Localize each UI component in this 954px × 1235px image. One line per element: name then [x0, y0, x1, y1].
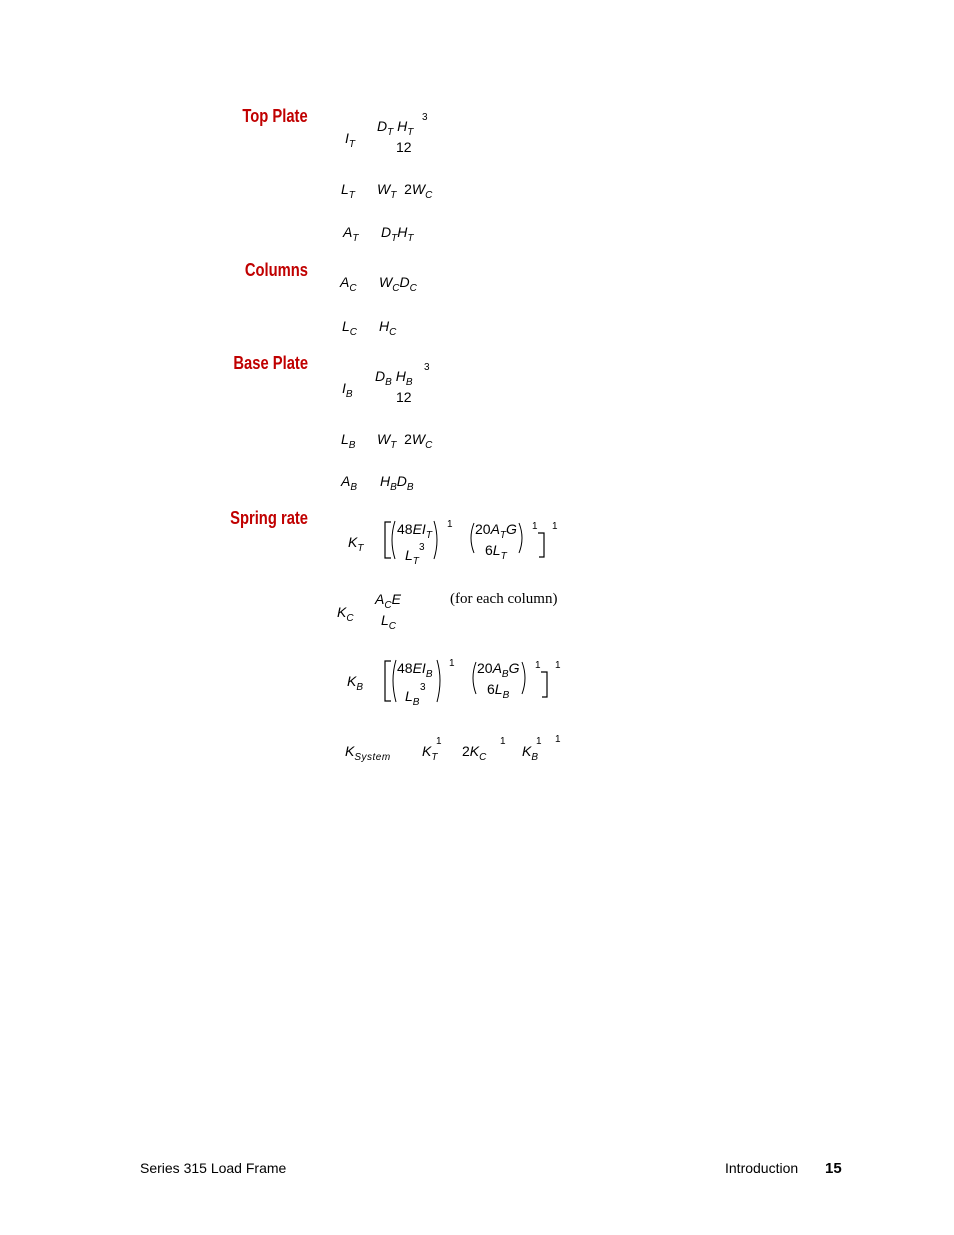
- eq-ib-exponent: 3: [424, 362, 430, 373]
- eq-lc-lhs: $L_C$: [342, 318, 358, 338]
- eq-kt-6: 6: [485, 542, 493, 558]
- eq-ab-lhs: $A_B$: [341, 473, 358, 493]
- eq-ksystem-lhs: $K_{System}$: [345, 743, 391, 763]
- eq-ksystem-kt: $K_T$: [422, 743, 438, 763]
- eq-kb-cube: 3: [420, 682, 426, 693]
- eq-it-exponent: 3: [422, 112, 428, 123]
- eq-ib-lhs: $I_B$: [342, 380, 353, 400]
- eq-lt-lhs: $L_T$: [341, 181, 355, 201]
- eq-kt-48: 48: [397, 521, 413, 537]
- eq-kt-cube: 3: [419, 542, 425, 553]
- eq-ac-rhs: $W_CD_C$: [379, 274, 417, 294]
- eq-ksystem-kb: $K_B$: [522, 743, 539, 763]
- eq-kb-20: 20: [477, 660, 493, 676]
- eq-ksystem-exp3: 1: [536, 736, 542, 747]
- eq-kb-bend-denominator: $L_B$: [405, 688, 420, 708]
- footer-document-title: Series 315 Load Frame: [140, 1160, 287, 1176]
- eq-it-numerator: $D_T$ $H_T$: [377, 118, 414, 138]
- eq-lb-lhs: $L_B$: [341, 431, 356, 451]
- eq-ksystem-exp2: 1: [500, 736, 506, 747]
- eq-ib-denominator: 12: [396, 389, 412, 405]
- eq-kb-exp3: 1: [555, 660, 561, 671]
- eq-kt-bend-numerator: $48EI_T$: [397, 521, 432, 541]
- footer-section-name: Introduction: [725, 1160, 799, 1176]
- eq-lb-rhs: $W_T$ $2W_C$: [377, 431, 433, 451]
- heading-top-plate: Top Plate: [242, 106, 308, 126]
- eq-kt-shear-numerator: $20A_TG$: [475, 521, 517, 541]
- eq-kt-exp1: 1: [447, 519, 453, 530]
- eq-ac-lhs: $A_C$: [340, 274, 357, 294]
- eq-kb-6: 6: [487, 681, 495, 697]
- eq-kb-shear-denominator: $6L_B$: [487, 681, 510, 701]
- heading-spring-rate: Spring rate: [230, 508, 308, 528]
- eq-at-rhs: $D_TH_T$: [381, 224, 414, 244]
- eq-at-lhs: $A_T$: [343, 224, 359, 244]
- eq-ab-rhs: $H_BD_B$: [380, 473, 414, 493]
- heading-base-plate: Base Plate: [233, 353, 308, 373]
- eq-kc-note: (for each column): [450, 591, 558, 607]
- eq-ib-numerator: $D_B$ $H_B$: [375, 368, 413, 388]
- eq-ksystem-exp4: 1: [555, 734, 561, 745]
- eq-kb-exp1: 1: [449, 658, 455, 669]
- eq-ksystem-kc: $2K_C$: [462, 743, 487, 763]
- eq-kt-exp2: 1: [532, 521, 538, 532]
- eq-lt-rhs: $W_T$ $2W_C$: [377, 181, 433, 201]
- eq-kb-bend-numerator: $48EI_B$: [397, 660, 433, 680]
- eq-kt-lhs: $K_T$: [348, 534, 364, 554]
- footer-page-number: 15: [825, 1160, 842, 1177]
- eq-kb-48: 48: [397, 660, 413, 676]
- eq-kt-bend-denominator: $L_T$: [405, 547, 419, 567]
- eq-ksystem-subscript: System: [354, 752, 391, 763]
- eq-kb-lhs: $K_B$: [347, 673, 364, 693]
- eq-kb-shear-numerator: $20A_BG$: [477, 660, 520, 680]
- eq-it-lhs: $I_T$: [345, 130, 355, 150]
- eq-kb-exp2: 1: [535, 660, 541, 671]
- eq-lb-two: 2: [404, 431, 412, 447]
- eq-kc-denominator: $L_C$: [381, 612, 397, 632]
- eq-kc-lhs: $K_C$: [337, 604, 354, 624]
- eq-kt-shear-denominator: $6L_T$: [485, 542, 507, 562]
- eq-kt-exp3: 1: [552, 521, 558, 532]
- eq-kt-20: 20: [475, 521, 491, 537]
- eq-it-denominator: 12: [396, 139, 412, 155]
- eq-ksystem-two: 2: [462, 743, 470, 759]
- eq-kc-numerator: $A_CE$: [375, 591, 401, 611]
- eq-lt-two: 2: [404, 181, 412, 197]
- heading-columns: Columns: [244, 260, 308, 280]
- eq-lc-rhs: $H_C$: [379, 318, 397, 338]
- eq-ksystem-exp1: 1: [436, 736, 442, 747]
